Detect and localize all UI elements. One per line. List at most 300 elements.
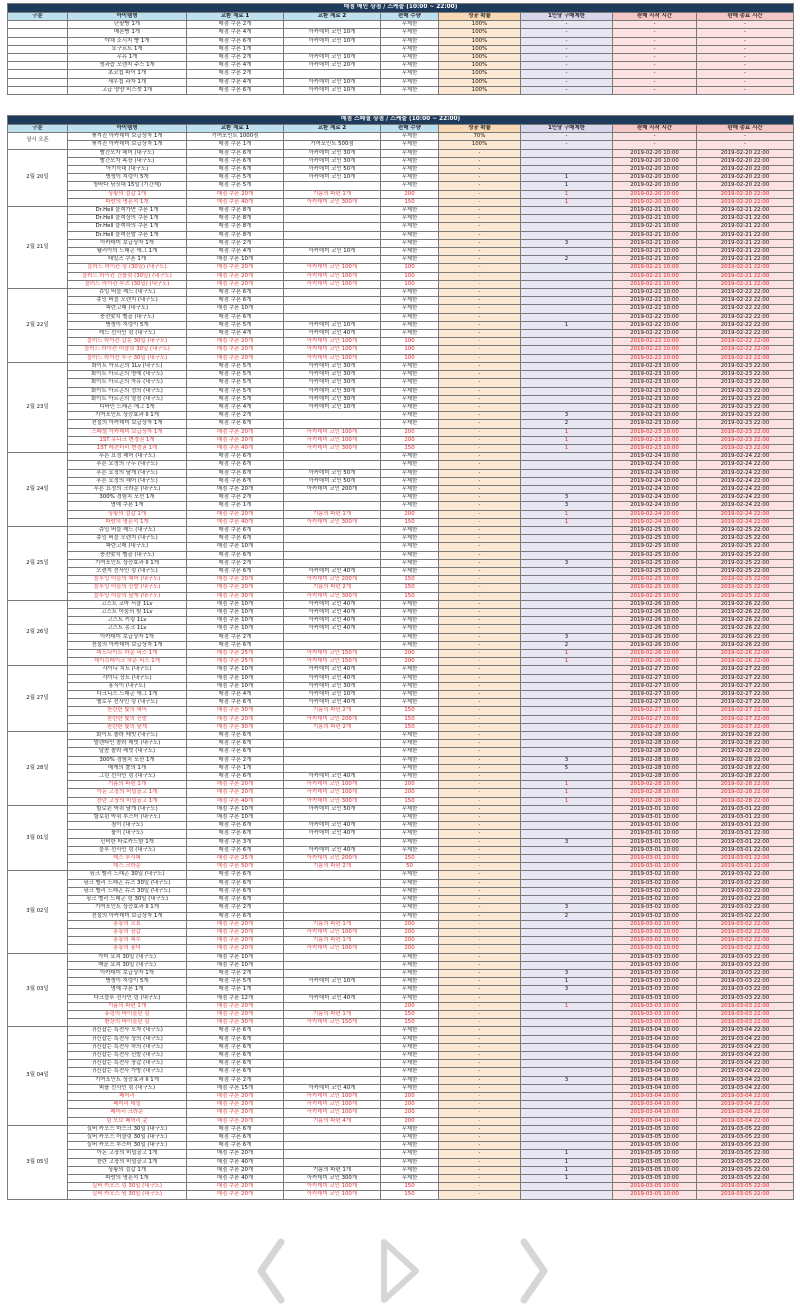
- table-row: [8, 633, 794, 641]
- table-cell: 데스 크라운: [68, 863, 187, 871]
- table-cell: -: [439, 592, 521, 600]
- table-cell: 아카데미 코인 100개: [284, 428, 381, 436]
- sale-start-cell: 2019-03-02 10:00: [613, 928, 697, 936]
- sale-start-cell: 2019-02-27 10:00: [613, 715, 697, 723]
- table-cell: [284, 494, 381, 502]
- table-cell: [521, 617, 613, 625]
- table-cell: 150: [381, 707, 439, 715]
- table-cell: 무제한: [381, 141, 439, 149]
- table-cell: 고스트 키링 1Lv: [68, 617, 187, 625]
- table-cell: 무제한: [381, 1027, 439, 1035]
- table-cell: 150: [381, 592, 439, 600]
- table-cell: [521, 625, 613, 633]
- table-cell: 아돈 고장의 비밀골고 1개: [68, 789, 187, 797]
- table-cell: -: [439, 658, 521, 666]
- date-group-cell: 2월 24일: [8, 453, 68, 527]
- sale-start-cell: 2019-02-27 10:00: [613, 707, 697, 715]
- sale-end-cell: 2019-02-23 22:00: [697, 371, 794, 379]
- category-cell: [8, 62, 68, 70]
- table-row: [8, 928, 794, 936]
- table-cell: -: [697, 54, 794, 62]
- table-row: [8, 592, 794, 600]
- table-cell: [521, 157, 613, 165]
- sale-end-cell: 2019-03-03 22:00: [697, 986, 794, 994]
- table-cell: 아카데미 코인 10개: [284, 321, 381, 329]
- table-cell: 무제한: [381, 215, 439, 223]
- table-cell: 아카데미 코인 40개: [284, 608, 381, 616]
- sale-end-cell: 2019-02-26 22:00: [697, 600, 794, 608]
- table-cell: 무제한: [381, 239, 439, 247]
- sale-end-cell: 2019-02-23 22:00: [697, 403, 794, 411]
- table-cell: 무제한: [381, 403, 439, 411]
- table-cell: [521, 994, 613, 1002]
- table-row: [8, 1019, 794, 1027]
- sale-start-cell: 2019-02-25 10:00: [613, 584, 697, 592]
- table-cell: 무제한: [381, 256, 439, 264]
- table-cell: 롱롱의 모표: [68, 920, 187, 928]
- table-cell: -: [439, 518, 521, 526]
- chevron-left-icon[interactable]: [255, 1238, 285, 1304]
- table-cell: -: [439, 625, 521, 633]
- table-cell: 매점 쿠폰 25개: [187, 650, 284, 658]
- table-row: [8, 789, 794, 797]
- table-row: [8, 321, 794, 329]
- table-cell: 3: [521, 494, 613, 502]
- sale-start-cell: 2019-02-25 10:00: [613, 526, 697, 534]
- table-cell: 디바인 드래곤 에그 1개: [68, 403, 187, 411]
- table-cell: 무제한: [381, 1125, 439, 1133]
- table-cell: -: [439, 1183, 521, 1191]
- sale-end-cell: 2019-03-01 22:00: [697, 805, 794, 813]
- table-cell: 아카데미 코인 300개: [284, 592, 381, 600]
- table-cell: 200: [381, 1092, 439, 1100]
- sale-end-cell: 2019-02-27 22:00: [697, 682, 794, 690]
- table-cell: -: [439, 272, 521, 280]
- table-cell: 기여포인트 상승효과 II 1개: [68, 559, 187, 567]
- table-cell: [284, 953, 381, 961]
- table-cell: 매점 쿠폰 8개: [187, 223, 284, 231]
- table-cell: 블러드 라이칸 건틀릿 (30일) (내구도): [68, 272, 187, 280]
- table-cell: 아카데미 코인 50개: [284, 166, 381, 174]
- table-cell: 블러드 라이칸 부츠 (30일) (내구도): [68, 280, 187, 288]
- table-cell: 아카데미 코인 30개: [284, 149, 381, 157]
- table-cell: 매점 쿠폰 2개: [187, 904, 284, 912]
- table-cell: [521, 387, 613, 395]
- sale-start-cell: 2019-03-02 10:00: [613, 920, 697, 928]
- table-row: [8, 887, 794, 895]
- table-cell: 아카데미 코인 100개: [284, 928, 381, 936]
- table-cell: 1: [521, 174, 613, 182]
- table-cell: -: [439, 461, 521, 469]
- sale-start-cell: 2019-02-28 10:00: [613, 740, 697, 748]
- table-cell: 매점 쿠폰 40개: [187, 444, 284, 452]
- table-cell: -: [439, 379, 521, 387]
- play-icon[interactable]: [380, 1238, 420, 1304]
- sale-end-cell: 2019-03-04 22:00: [697, 1060, 794, 1068]
- table-row: [8, 945, 794, 953]
- main-shop-title: 매점 메인 상점 / 스케줄 (10:00 ~ 22:00): [8, 4, 794, 13]
- sale-start-cell: 2019-02-28 10:00: [613, 789, 697, 797]
- table-cell: 매점 쿠폰 2개: [187, 559, 284, 567]
- table-cell: 매점 쿠폰 1개: [187, 986, 284, 994]
- table-cell: 매점 쿠폰 4개: [187, 403, 284, 411]
- table-cell: [284, 223, 381, 231]
- table-cell: 100%: [439, 78, 521, 86]
- sale-end-cell: 2019-03-05 22:00: [697, 1183, 794, 1191]
- sale-start-cell: 2019-03-05 10:00: [613, 1158, 697, 1166]
- table-cell: [521, 264, 613, 272]
- table-cell: 기름의 파편 2개: [284, 863, 381, 871]
- table-cell: 무제한: [381, 1076, 439, 1084]
- table-cell: 무제한: [381, 182, 439, 190]
- table-cell: 아카데미 코인 50개: [284, 805, 381, 813]
- table-cell: 아카데미 코인 100개: [284, 781, 381, 789]
- table-cell: 무제한: [381, 526, 439, 534]
- table-cell: [284, 1076, 381, 1084]
- sale-start-cell: -: [613, 133, 697, 141]
- table-cell: 푸른 요정의 날개 (내구도): [68, 469, 187, 477]
- table-cell: 블루잉 어둠의 날개 (내구도): [68, 592, 187, 600]
- table-row: [8, 567, 794, 575]
- table-cell: -: [521, 62, 613, 70]
- sale-start-cell: 2019-02-21 10:00: [613, 272, 697, 280]
- table-cell: 매점 쿠폰 6개: [187, 526, 284, 534]
- table-cell: -: [613, 29, 697, 37]
- sale-start-cell: 2019-03-03 10:00: [613, 953, 697, 961]
- table-cell: [521, 748, 613, 756]
- table-cell: 무제한: [381, 502, 439, 510]
- table-cell: 매점 쿠폰 10개: [187, 625, 284, 633]
- sale-start-cell: 2019-03-02 10:00: [613, 945, 697, 953]
- table-cell: 무제한: [381, 691, 439, 699]
- table-cell: 귀신잡는 특전사 상의 (내구도): [68, 1035, 187, 1043]
- table-cell: [521, 338, 613, 346]
- table-cell: 매점 쿠폰 6개: [187, 846, 284, 854]
- table-row: [8, 239, 794, 247]
- table-cell: [521, 305, 613, 313]
- table-row: [8, 896, 794, 904]
- table-cell: -: [439, 395, 521, 403]
- sale-start-cell: 2019-03-03 10:00: [613, 978, 697, 986]
- sale-end-cell: 2019-02-27 22:00: [697, 691, 794, 699]
- table-cell: -: [439, 789, 521, 797]
- table-cell: -: [439, 969, 521, 977]
- table-cell: -: [439, 174, 521, 182]
- table-cell: [521, 896, 613, 904]
- header-row: [8, 125, 794, 133]
- table-row: [8, 1068, 794, 1076]
- table-row: [8, 289, 794, 297]
- table-cell: 200: [381, 1117, 439, 1125]
- table-cell: 매점 쿠폰 8개: [187, 207, 284, 215]
- table-cell: 파랑의 명혼석 1개: [68, 1175, 187, 1183]
- sale-start-cell: 2019-03-05 10:00: [613, 1125, 697, 1133]
- sale-start-cell: 2019-03-01 10:00: [613, 814, 697, 822]
- table-cell: -: [439, 1133, 521, 1141]
- table-cell: 빨간모자 복장 (내구도): [68, 157, 187, 165]
- table-cell: 매점 쿠폰 25개: [187, 855, 284, 863]
- table-cell: 200: [381, 658, 439, 666]
- table-cell: [521, 682, 613, 690]
- table-cell: 3: [521, 633, 613, 641]
- table-cell: -: [439, 691, 521, 699]
- sale-end-cell: 2019-02-22 22:00: [697, 297, 794, 305]
- table-cell: [521, 379, 613, 387]
- table-cell: -: [439, 190, 521, 198]
- sale-end-cell: 2019-02-25 22:00: [697, 559, 794, 567]
- table-cell: 아카데미 코인 200개: [284, 715, 381, 723]
- table-cell: [521, 1101, 613, 1109]
- table-cell: 매점 쿠폰 6개: [187, 453, 284, 461]
- table-row: [8, 494, 794, 502]
- table-cell: 매점 쿠폰 6개: [187, 157, 284, 165]
- sale-end-cell: 2019-02-23 22:00: [697, 412, 794, 420]
- table-cell: 무제한: [381, 699, 439, 707]
- table-cell: -: [439, 207, 521, 215]
- table-cell: 매점 쿠폰 6개: [187, 567, 284, 575]
- table-cell: -: [439, 576, 521, 584]
- table-cell: 매점 쿠폰 10개: [187, 666, 284, 674]
- table-cell: -: [439, 699, 521, 707]
- table-cell: 매점 쿠폰 8개: [187, 231, 284, 239]
- sale-end-cell: 2019-02-22 22:00: [697, 354, 794, 362]
- table-cell: -: [439, 502, 521, 510]
- sale-end-cell: 2019-02-23 22:00: [697, 444, 794, 452]
- table-cell: 무제한: [381, 904, 439, 912]
- table-cell: 무제한: [381, 289, 439, 297]
- sale-start-cell: 2019-02-21 10:00: [613, 231, 697, 239]
- sale-end-cell: 2019-02-24 22:00: [697, 485, 794, 493]
- table-cell: 100%: [439, 141, 521, 149]
- sale-start-cell: 2019-02-21 10:00: [613, 215, 697, 223]
- table-cell: 아카데미 코인 40개: [284, 674, 381, 682]
- table-cell: 무제한: [381, 953, 439, 961]
- table-cell: -: [439, 650, 521, 658]
- table-cell: 아카데미 코인 50개: [284, 477, 381, 485]
- sale-start-cell: 2019-03-02 10:00: [613, 879, 697, 887]
- sale-end-cell: 2019-03-03 22:00: [697, 1010, 794, 1018]
- table-cell: 무제한: [381, 625, 439, 633]
- table-cell: 무제한: [381, 387, 439, 395]
- table-cell: 병생이 지렁이 5개: [68, 321, 187, 329]
- table-cell: 매점 쿠폰 6개: [187, 1027, 284, 1035]
- table-cell: -: [439, 559, 521, 567]
- table-cell: -: [439, 157, 521, 165]
- table-cell: 200: [381, 510, 439, 518]
- table-cell: [521, 1109, 613, 1117]
- table-cell: [521, 477, 613, 485]
- table-cell: 매점 쿠폰 10개: [187, 674, 284, 682]
- sale-end-cell: 2019-03-04 22:00: [697, 1084, 794, 1092]
- table-cell: 아카데미 코인 300개: [284, 518, 381, 526]
- table-cell: -: [439, 855, 521, 863]
- table-cell: 무제한: [381, 986, 439, 994]
- table-cell: 1: [521, 650, 613, 658]
- table-cell: -: [521, 70, 613, 78]
- sale-start-cell: 2019-03-05 10:00: [613, 1150, 697, 1158]
- table-cell: 매점 쿠폰 20개: [187, 584, 284, 592]
- table-cell: 무제한: [381, 600, 439, 608]
- table-cell: 매점 쿠폰 20개: [187, 510, 284, 518]
- table-cell: 아카데미 코인 40개: [284, 822, 381, 830]
- table-cell: -: [697, 86, 794, 94]
- table-cell: 기름의 파편 1개: [68, 781, 187, 789]
- table-cell: 무제한: [381, 453, 439, 461]
- table-cell: 메게의 뿔의 1개: [68, 764, 187, 772]
- table-cell: 고스트 코마 서클 1Lv: [68, 600, 187, 608]
- table-cell: 매점 쿠폰 10개: [187, 953, 284, 961]
- sale-end-cell: 2019-02-25 22:00: [697, 526, 794, 534]
- table-cell: 찬란한 빛의 신발: [68, 715, 187, 723]
- table-cell: 매점 쿠폰 10개: [187, 682, 284, 690]
- table-cell: 매점 쿠폰 20개: [187, 1092, 284, 1100]
- date-group-cell: 2월 21일: [8, 207, 68, 289]
- table-cell: 1: [521, 789, 613, 797]
- sale-end-cell: 2019-03-01 22:00: [697, 863, 794, 871]
- table-cell: 무제한: [381, 551, 439, 559]
- table-cell: 100: [381, 280, 439, 288]
- sale-end-cell: 2019-02-22 22:00: [697, 321, 794, 329]
- table-row: [8, 781, 794, 789]
- table-cell: 매점 쿠폰 30개: [187, 723, 284, 731]
- table-cell: 아카데미 코인 10개: [284, 86, 381, 94]
- table-cell: 3: [521, 502, 613, 510]
- table-row: [8, 428, 794, 436]
- table-row: [8, 1150, 794, 1158]
- table-cell: [521, 1027, 613, 1035]
- table-cell: [521, 715, 613, 723]
- table-cell: [521, 485, 613, 493]
- sale-start-cell: 2019-03-01 10:00: [613, 846, 697, 854]
- sale-end-cell: 2019-02-21 22:00: [697, 207, 794, 215]
- chevron-right-icon[interactable]: [520, 1238, 550, 1304]
- table-row: [8, 551, 794, 559]
- table-cell: 아카데미 코인 50개: [284, 469, 381, 477]
- table-cell: 매점 쿠폰 6개: [187, 887, 284, 895]
- table-cell: 핑크 벨리 드래곤 슈즈 30일 (내구도): [68, 879, 187, 887]
- table-cell: [521, 149, 613, 157]
- table-cell: 아카데미 코인 40개: [284, 699, 381, 707]
- table-row: [8, 641, 794, 649]
- table-cell: 1: [521, 198, 613, 206]
- table-row: [8, 1010, 794, 1018]
- sale-start-cell: 2019-02-27 10:00: [613, 691, 697, 699]
- table-cell: 귀신잡는 특전사 모자 (내구도): [68, 1027, 187, 1035]
- table-cell: 핑크 벨리 드래곤 링 30일 (내구도): [68, 896, 187, 904]
- table-cell: -: [439, 264, 521, 272]
- table-cell: 3: [521, 756, 613, 764]
- table-cell: 매점 쿠폰 10개: [187, 608, 284, 616]
- table-cell: -: [439, 477, 521, 485]
- table-cell: 매점 쿠폰 20개: [187, 928, 284, 936]
- table-cell: 아카데미 코인 100개: [284, 346, 381, 354]
- table-cell: 아카데미 코인 100개: [284, 338, 381, 346]
- table-cell: 1: [521, 1175, 613, 1183]
- table-cell: -: [439, 1092, 521, 1100]
- sale-start-cell: 2019-02-24 10:00: [613, 477, 697, 485]
- table-cell: -: [439, 1191, 521, 1199]
- sale-start-cell: 2019-02-23 10:00: [613, 412, 697, 420]
- sale-start-cell: 2019-02-24 10:00: [613, 461, 697, 469]
- table-cell: 무제한: [381, 485, 439, 493]
- table-cell: 무제한: [381, 70, 439, 78]
- sale-start-cell: 2019-02-25 10:00: [613, 592, 697, 600]
- table-cell: 무제한: [381, 559, 439, 567]
- table-cell: 150: [381, 715, 439, 723]
- table-cell: 매점 쿠폰 2개: [187, 494, 284, 502]
- table-cell: -: [439, 436, 521, 444]
- table-cell: 화이트 아르곤의 열정 (내구도): [68, 395, 187, 403]
- table-cell: [521, 231, 613, 239]
- table-row: [8, 362, 794, 370]
- table-cell: 매점 쿠폰 6개: [187, 1035, 284, 1043]
- table-cell: 3: [521, 904, 613, 912]
- table-cell: [521, 403, 613, 411]
- table-row: [8, 1002, 794, 1010]
- sale-end-cell: 2019-02-24 22:00: [697, 494, 794, 502]
- table-cell: [521, 805, 613, 813]
- table-cell: [284, 1043, 381, 1051]
- table-row: [8, 600, 794, 608]
- sale-end-cell: 2019-02-26 22:00: [697, 641, 794, 649]
- table-cell: 매점 쿠폰 6개: [187, 1043, 284, 1051]
- table-cell: 50: [381, 863, 439, 871]
- date-group-cell: 3월 02일: [8, 871, 68, 953]
- sale-start-cell: 2019-02-23 10:00: [613, 444, 697, 452]
- table-cell: [521, 1010, 613, 1018]
- date-group-cell: 3월 01일: [8, 805, 68, 871]
- table-cell: -: [439, 1142, 521, 1150]
- sale-start-cell: 2019-03-04 10:00: [613, 1035, 697, 1043]
- table-cell: [284, 133, 381, 141]
- table-cell: [284, 896, 381, 904]
- table-row: [8, 264, 794, 272]
- table-cell: 매점 쿠폰 2개: [187, 1076, 284, 1084]
- table-cell: 푸른 요정의 구두 (내구도): [68, 461, 187, 469]
- table-cell: [284, 871, 381, 879]
- table-cell: 아카데미 코인 100개: [284, 272, 381, 280]
- date-group-cell: 2월 25일: [8, 526, 68, 600]
- sale-start-cell: 2019-03-01 10:00: [613, 805, 697, 813]
- table-cell: -: [613, 37, 697, 45]
- sale-end-cell: 2019-02-22 22:00: [697, 346, 794, 354]
- table-cell: 1: [521, 781, 613, 789]
- table-cell: 기름의 파편 2개: [284, 723, 381, 731]
- table-cell: [521, 887, 613, 895]
- table-cell: 매점 쿠폰 6개: [187, 166, 284, 174]
- table-row: [8, 518, 794, 526]
- table-cell: [521, 395, 613, 403]
- table-cell: 무제한: [381, 617, 439, 625]
- table-cell: 기름의 파편 1개: [68, 1002, 187, 1010]
- table-cell: -: [439, 600, 521, 608]
- sale-start-cell: 2019-02-25 10:00: [613, 559, 697, 567]
- table-cell: 매점 쿠폰 2개: [187, 70, 284, 78]
- table-cell: 가미 요괴 30일 (내구도): [68, 953, 187, 961]
- table-cell: 신비한 타로카드함 1개: [68, 838, 187, 846]
- table-cell: 150: [381, 518, 439, 526]
- sale-start-cell: 2019-03-04 10:00: [613, 1043, 697, 1051]
- table-cell: 1: [521, 436, 613, 444]
- sale-end-cell: 2019-02-28 22:00: [697, 748, 794, 756]
- table-cell: 매점 쿠폰 6개: [187, 699, 284, 707]
- table-cell: -: [439, 313, 521, 321]
- table-cell: -: [439, 732, 521, 740]
- table-cell: [521, 461, 613, 469]
- table-cell: -: [521, 78, 613, 86]
- date-group-cell: 상시 오픈: [8, 133, 68, 149]
- table-cell: 무제한: [381, 461, 439, 469]
